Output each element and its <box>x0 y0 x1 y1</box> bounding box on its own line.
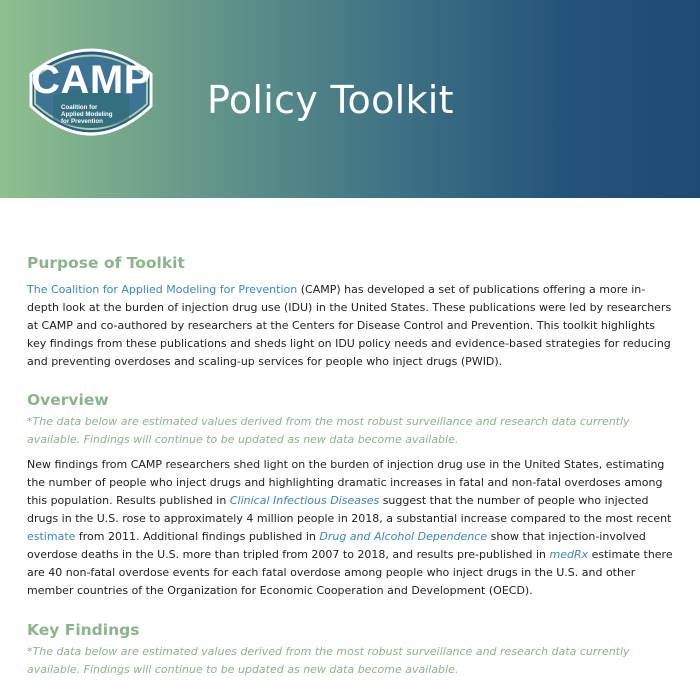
header-banner <box>0 0 700 198</box>
overview-text: suggest that the number of people who injected drugs in the U.S. rose to approximately 4 million people in 2018, a substantial increase compared to the most recent <box>27 494 672 525</box>
logo-title: CAMP <box>31 58 151 102</box>
logo-subtitle-line: Coalition for <box>61 104 98 111</box>
key-findings-heading: Key Findings <box>27 621 140 639</box>
clinical-infectious-diseases-link[interactable]: Clinical Infectious Diseases <box>229 494 380 507</box>
logo-subtitle-line: for Prevention <box>61 118 103 125</box>
logo-subtitle <box>61 104 127 125</box>
medrx-link[interactable]: medRx <box>549 548 589 561</box>
camp-logo <box>25 44 157 150</box>
overview-text: New findings from CAMP researchers shed light on the burden of injection drug use in the United States, estimating the number of people who inject drugs and highlighting dramatic increases in fatal and non-fatal overdoses among this population. Results published in <box>27 458 665 507</box>
estimate-link[interactable]: estimate <box>27 530 76 543</box>
page-title: Policy Toolkit <box>207 78 454 122</box>
overview-note: *The data below are estimated values derived from the most robust surveillance and research data currently available. Findings will continue to be updated as new data become available. <box>27 415 630 446</box>
overview-heading: Overview <box>27 391 109 409</box>
overview-text: show that injection-involved overdose deaths in the U.S. more than tripled from 2007 to 2018, and results pre-published in <box>27 530 646 561</box>
camp-link[interactable]: The Coalition for Applied Modeling for Prevention <box>27 283 298 296</box>
drug-alcohol-dependence-link[interactable]: Drug and Alcohol Dependence <box>319 530 488 543</box>
key-findings-note: *The data below are estimated values derived from the most robust surveillance and research data currently available. Findings will continue to be updated as new data become available. <box>27 645 630 676</box>
purpose-heading: Purpose of Toolkit <box>27 254 185 272</box>
overview-text: estimate there are 40 non-fatal overdose events for each fatal overdose among people who inject drugs in the U.S. and other member countries of the Organization for Economic Cooperation and Development (OECD). <box>27 548 673 597</box>
overview-text: from 2011. Additional findings published in <box>75 530 320 543</box>
document-body <box>27 250 675 679</box>
purpose-paragraph <box>27 281 675 371</box>
purpose-text: (CAMP) has developed a set of publications offering a more in-depth look at the burden of injection drug use (IDU) in the United States. These publications were led by researchers at CAMP and co-authored by researchers at the Centers for Disease Control and Prevention. This toolkit highlights key findings from these publications and sheds light on IDU policy needs and evidence-based strategies for reducing and preventing overdoses and scaling-up services for people who inject drugs (PWID). <box>27 283 672 368</box>
overview-paragraph <box>27 456 675 600</box>
logo-subtitle-line: Applied Modeling <box>61 111 113 118</box>
